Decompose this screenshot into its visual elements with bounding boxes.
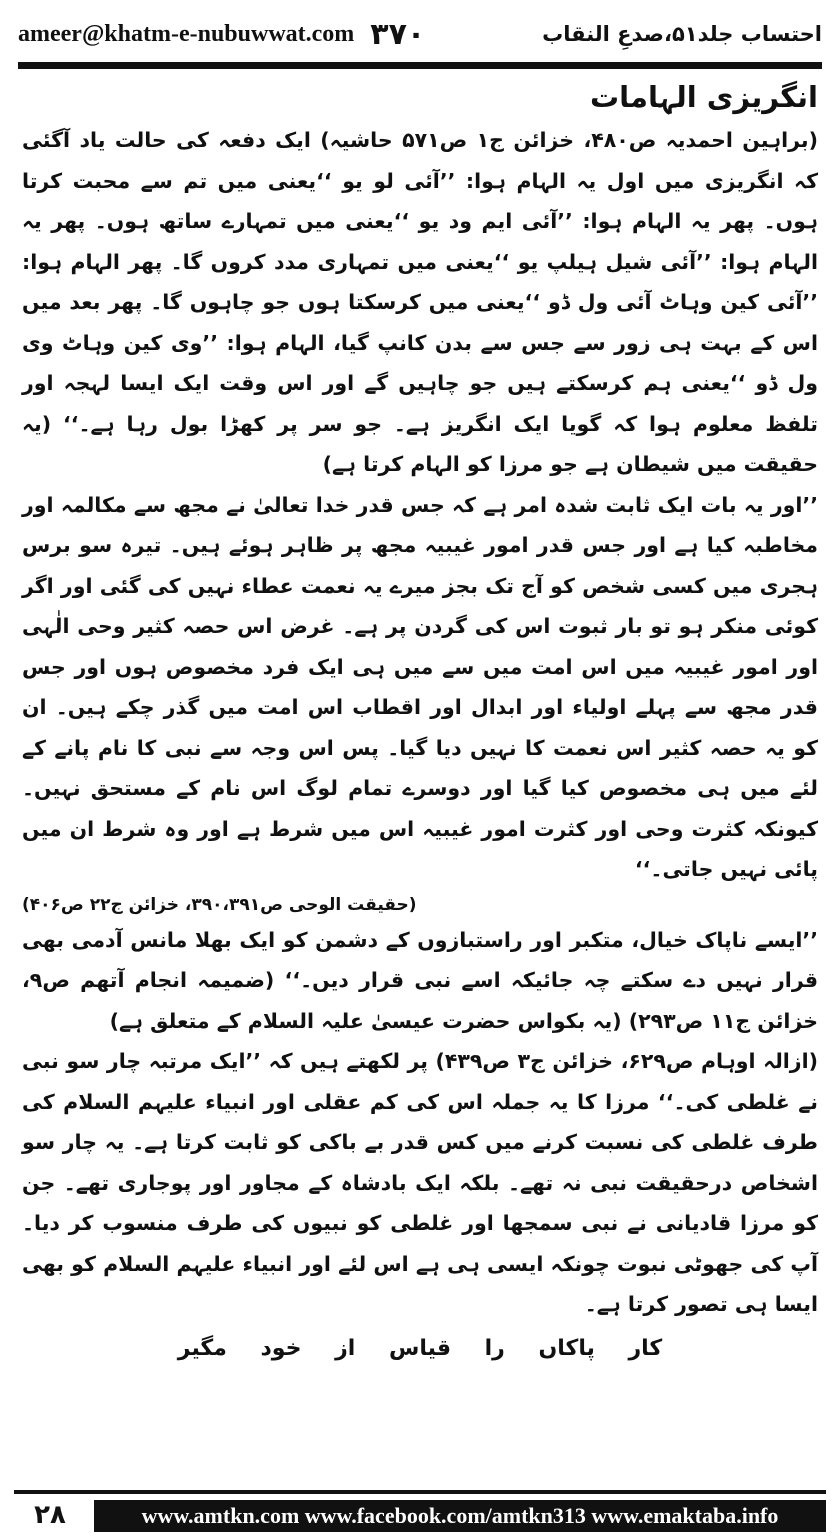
page-footer — [14, 1490, 826, 1534]
citation-row — [22, 890, 818, 920]
paragraph-1: (براہین احمدیہ ص۴۸۰، خزائن ج۱ ص۵۷۱ حاشیہ) ایک دفعہ کی حالت یاد آگئی کہ انگریزی میں اول یہ الہام ہوا: ’’آئی لو یو ‘‘یعنی میں تم سے محبت کرتا ہوں۔ پھر یہ الہام ہوا: ’’آئی ایم ود یو ‘‘یعنی میں تمہارے ساتھ ہوں۔ پھر یہ الہام ہوا: ’’آئی شیل ہیلپ یو ‘‘یعنی میں تمہاری مدد کروں گا۔ پھر الہام ہوا: ’’آئی کین وہاٹ آئی ول ڈو ‘‘یعنی میں کرسکتا ہوں جو چاہوں گا۔ پھر بعد میں اس کے بہت ہی زور سے جس سے بدن کانپ گیا، الہام ہوا: ’’وی کین وہاٹ وی ول ڈو ‘‘یعنی ہم کرسکتے ہیں جو چاہیں گے اور اس وقت ایک ایسا لہجہ اور تلفظ معلوم ہوا کہ گویا ایک انگریز ہے۔ جو سر پر کھڑا بول رہا ہے۔‘‘ (یہ حقیقت میں شیطان ہے جو مرزا کو الہام کرتا ہے) — [22, 128, 818, 476]
header-left — [18, 17, 425, 52]
citation-1: (حقیقت الوحی ص۳۹۰،۳۹۱، خزائن ج۲۲ ص۴۰۶) — [22, 894, 417, 915]
header-page-number: ۳۷۰ — [370, 16, 426, 52]
footer-page-number: ۲۸ — [34, 1500, 66, 1530]
paragraph-4: (ازالہ اوہام ص۶۲۹، خزائن ج۳ ص۴۳۹) پر لکھتے ہیں کہ ’’ایک مرتبہ چار سو نبی نے غلطی کی۔‘‘ مرزا کا یہ جملہ اس کی کم عقلی اور انبیاء علیہم السلام کی طرف غلطی کی نسبت کرنے میں کس قدر بے باکی کو ثابت کرتا ہے۔ یہ چار سو اشخاص درحقیقت نبی نہ تھے۔ بلکہ ایک بادشاہ کے مجاور اور پوجاری تھے۔ جن کو مرزا قادیانی نے نبی سمجھا اور غلطی کو نبیوں کی طرف منسوب کر دیا۔ آپ کی جھوٹی نبوت چونکہ ایسی ہی ہے اس لئے اور انبیاء علیہم السلام کو بھی ایسا ہی تصور کرتا ہے۔ — [22, 1049, 819, 1316]
page-content — [22, 80, 818, 1460]
header-rule — [18, 62, 822, 69]
paragraph-3: ’’ایسے ناپاک خیال، متکبر اور راستبازوں کے دشمن کو ایک بھلا مانس آدمی بھی قرار نہیں دے سکتے چہ جائیکہ اسے نبی قرار دیں۔‘‘ (ضمیمہ انجام آتھم ص۹، خزائن ج۱۱ ص۲۹۳) (یہ بکواس حضرت عیسیٰ علیہ السلام کے متعلق ہے) — [22, 927, 818, 1033]
header-book-title: احتساب جلد۵۱،صدعِ النقاب — [542, 22, 822, 46]
persian-couplet: کار پاکاں را قیاس از خود مگیر — [177, 1335, 663, 1361]
footer-links[interactable]: www.amtkn.com www.facebook.com/amtkn313 www.emaktaba.info — [94, 1500, 826, 1532]
header-email[interactable]: ameer@khatm-e-nubuwwat.com — [18, 20, 355, 47]
paragraph-2: ’’اور یہ بات ایک ثابت شدہ امر ہے کہ جس قدر خدا تعالیٰ نے مجھ سے مکالمہ اور مخاطبہ کیا ہے اور جس قدر امور غیبیہ مجھ پر ظاہر ہوئے ہیں۔ تیرہ سو برس ہجری میں کسی شخص کو آج تک بجز میرے یہ نعمت عطاء نہیں کی گئی اور اگر کوئی منکر ہو تو بار ثبوت اس کی گردن پر ہے۔ غرض اس حصہ کثیر وحی الٰہی اور امور غیبیہ میں اس امت میں سے میں ہی ایک فرد مخصوص ہوں اور جس قدر مجھ سے پہلے اولیاء اور ابدال اور اقطاب اس امت میں گذر چکے ہیں۔ ان کو یہ حصہ کثیر اس نعمت کا نہیں دیا گیا۔ پس اس وجہ سے نبی کا نام پانے کے لئے میں ہی مخصوص کیا گیا اور دوسرے تمام لوگ اس نام کے مستحق نہیں۔ کیونکہ کثرت وحی اور کثرت امور غیبیہ اس میں شرط ہے اور وہ شرط ان میں پائی نہیں جاتی۔‘‘ — [22, 492, 818, 881]
page-header — [18, 14, 822, 54]
section-title: انگریزی الہامات — [589, 80, 818, 114]
